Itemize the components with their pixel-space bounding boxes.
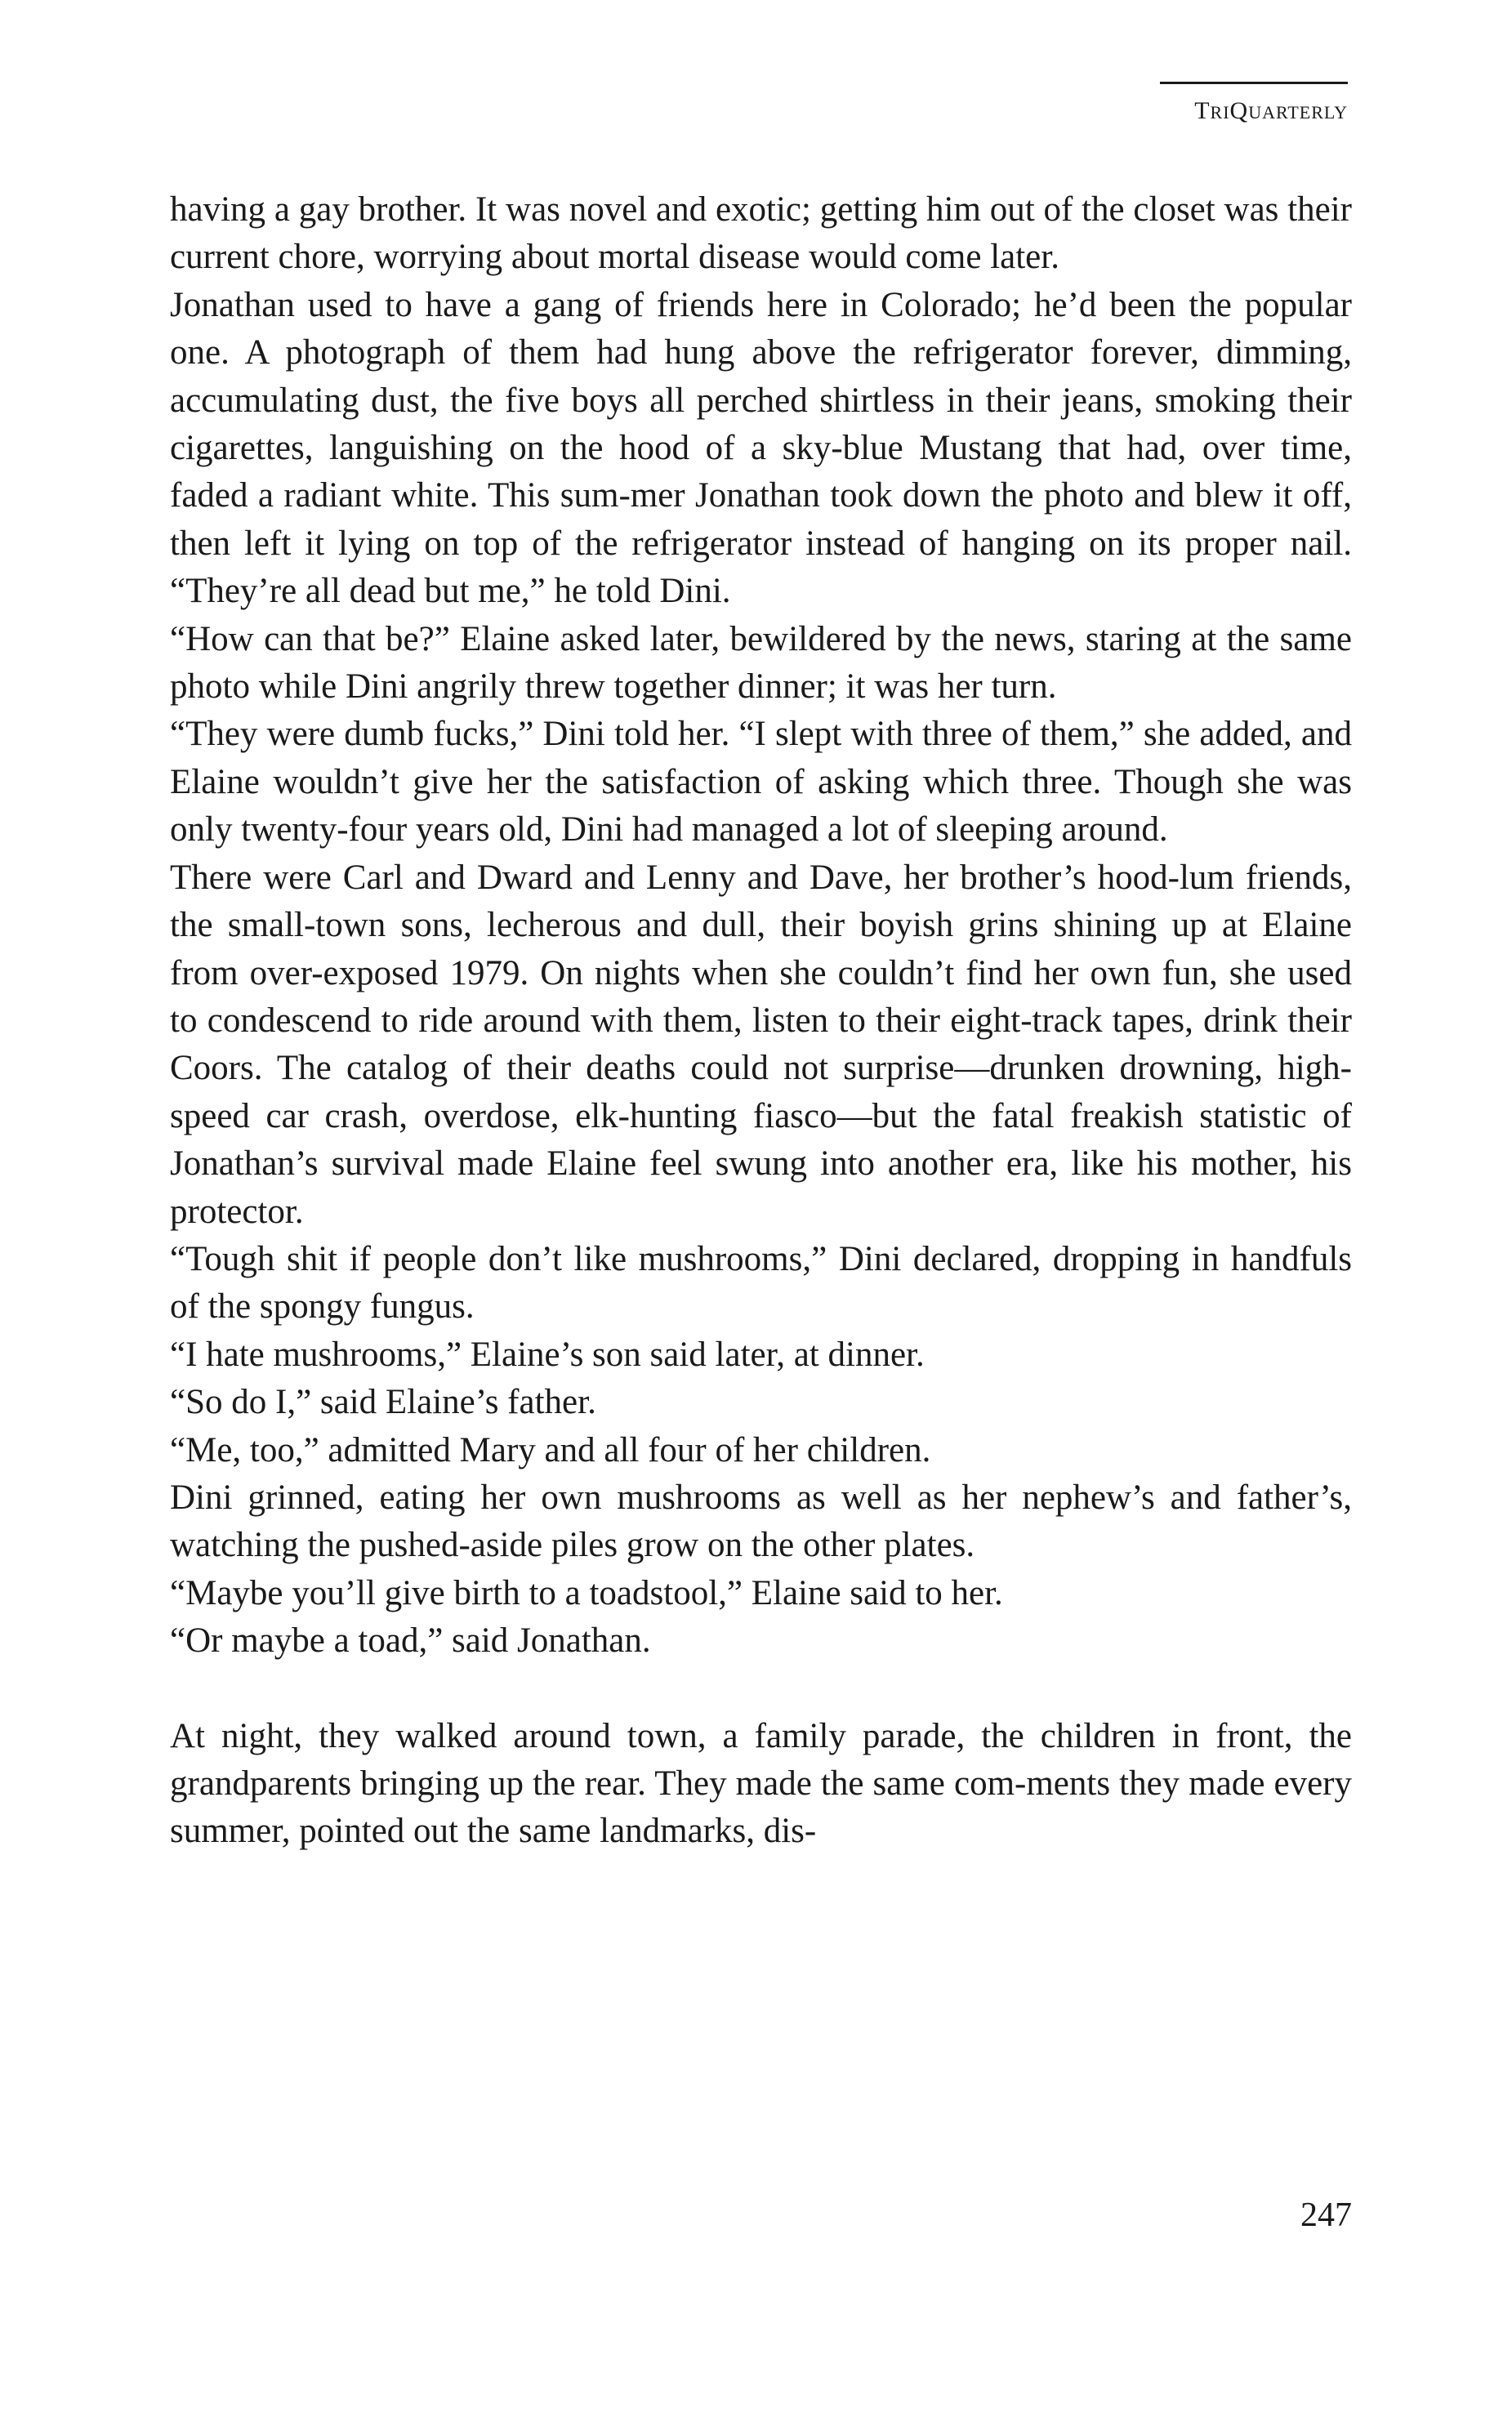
- paragraph: There were Carl and Dward and Lenny and Dave, her brother’s hood-lum friends, the small-town sons, lecherous and dull, their boyish grins shining up at Elaine from over-exposed 1979. On nights when she couldn’t find her own fun, she used to condescend to ride around with them, listen to their eight-track tapes, drink their Coors. The catalog of their deaths could not surprise—drunken drowning, high-speed car crash, overdose, elk-hunting fiasco—but the fatal freakish statistic of Jonathan’s survival made Elaine feel swung into another era, like his mother, his protector.: [170, 858, 1352, 1231]
- paragraph: “I hate mushrooms,” Elaine’s son said later, at dinner.: [170, 1335, 925, 1374]
- paragraph: “Tough shit if people don’t like mushrooms,” Dini declared, dropping in handfuls of the spongy fungus.: [170, 1239, 1352, 1327]
- journal-title-uarterly: UARTERLY: [1248, 102, 1348, 123]
- paragraph: “Maybe you’ll give birth to a toadstool,” Elaine said to her.: [170, 1573, 1003, 1612]
- paragraph: Dini grinned, eating her own mushrooms as well as her nephew’s and father’s, watching the pushed-aside piles grow on the other plates.: [170, 1478, 1352, 1565]
- paragraph: “How can that be?” Elaine asked later, bewildered by the news, staring at the same photo while Dini angrily threw together dinner; it was her turn.: [170, 619, 1352, 707]
- journal-title-Q: Q: [1229, 97, 1249, 124]
- paragraph: At night, they walked around town, a family parade, the children in front, the grandparents bringing up the rear. They made the same com-ments they made every summer, pointed out the same landmarks, dis-: [170, 1716, 1352, 1851]
- page-number: 247: [1300, 2196, 1352, 2234]
- paragraph: “They were dumb fucks,” Dini told her. “I slept with three of them,” she added, and Elaine wouldn’t give her the satisfaction of asking which three. Though she was only twenty-four years old, Dini had managed a lot of sleeping around.: [170, 715, 1352, 850]
- paragraph: Jonathan used to have a gang of friends here in Colorado; he’d been the popular one. A photograph of them had hung above the refrigerator forever, dimming, accumulating dust, the five boys all perched shirtless in their jeans, smoking their cigarettes, languishing on the hood of a sky-blue Mustang that had, over time, faded a radiant white. This sum-mer Jonathan took down the photo and blew it off, then left it lying on top of the refrigerator instead of hanging on its proper nail. “They’re all dead but me,” he told Dini.: [170, 285, 1352, 611]
- paragraph: having a gay brother. It was novel and exotic; getting him out of the closet was their current chore, worrying about mortal disease would come later.: [170, 190, 1352, 277]
- journal-title-T: T: [1194, 97, 1211, 124]
- running-head: [1160, 82, 1348, 125]
- paragraph: “Or maybe a toad,” said Jonathan.: [170, 1621, 651, 1661]
- body-text: [170, 186, 1352, 1856]
- paragraph: “So do I,” said Elaine’s father.: [170, 1383, 596, 1422]
- journal-title-ri: RI: [1210, 102, 1230, 123]
- paragraph: “Me, too,” admitted Mary and all four of her children.: [170, 1430, 931, 1469]
